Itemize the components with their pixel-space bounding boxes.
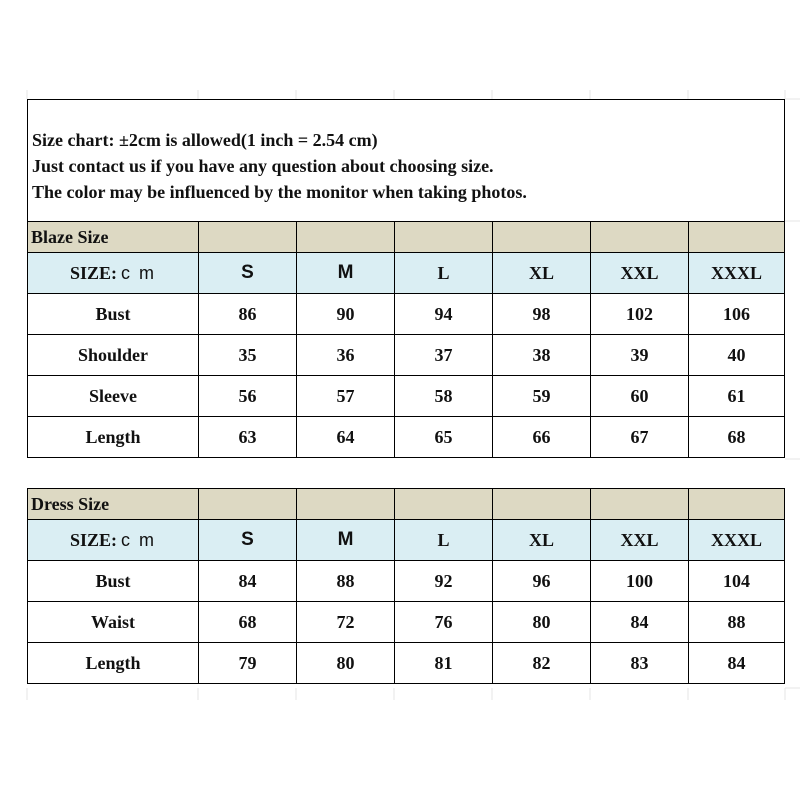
table-cell: 57 xyxy=(296,376,394,416)
table-cell: 38 xyxy=(492,335,590,375)
table-cell: 37 xyxy=(394,335,492,375)
table-row xyxy=(27,375,785,416)
dress-size-s: S xyxy=(198,520,296,560)
table-cell: 88 xyxy=(296,561,394,601)
dress-size-xxxl: XXXL xyxy=(688,520,785,560)
table-cell: 106 xyxy=(688,294,785,334)
blaze-size-s: S xyxy=(198,253,296,293)
table-row xyxy=(27,416,785,457)
blaze-section-title: Blaze Size xyxy=(27,222,198,252)
table-cell: 40 xyxy=(688,335,785,375)
row-label: Length xyxy=(27,643,198,683)
blaze-size-xxxl: XXXL xyxy=(688,253,785,293)
blaze-size-label: SIZE: c m xyxy=(27,253,198,293)
dress-size-header-row xyxy=(27,519,785,560)
row-label: Bust xyxy=(27,561,198,601)
row-label: Shoulder xyxy=(27,335,198,375)
table-cell: 65 xyxy=(394,417,492,457)
table-cell: 64 xyxy=(296,417,394,457)
section-spacer xyxy=(27,457,785,488)
blaze-section-header xyxy=(27,221,785,252)
table-cell: 67 xyxy=(590,417,688,457)
blaze-size-m: M xyxy=(296,253,394,293)
row-label: Sleeve xyxy=(27,376,198,416)
dress-size-xxl: XXL xyxy=(590,520,688,560)
table-cell: 84 xyxy=(590,602,688,642)
blaze-size-xxl: XXL xyxy=(590,253,688,293)
size-notice xyxy=(27,99,785,221)
table-cell: 63 xyxy=(198,417,296,457)
dress-size-xl: XL xyxy=(492,520,590,560)
dress-size-m: M xyxy=(296,520,394,560)
table-cell: 80 xyxy=(492,602,590,642)
table-cell: 72 xyxy=(296,602,394,642)
row-label: Bust xyxy=(27,294,198,334)
table-cell: 59 xyxy=(492,376,590,416)
table-cell: 36 xyxy=(296,335,394,375)
table-cell: 60 xyxy=(590,376,688,416)
dress-size-l: L xyxy=(394,520,492,560)
table-cell: 92 xyxy=(394,561,492,601)
table-cell: 88 xyxy=(688,602,785,642)
table-cell: 94 xyxy=(394,294,492,334)
table-row xyxy=(27,560,785,601)
table-cell: 76 xyxy=(394,602,492,642)
notice-line-tolerance: Size chart: ±2cm is allowed(1 inch = 2.54 cm) xyxy=(32,130,378,150)
table-cell: 68 xyxy=(688,417,785,457)
notice-line-contact: Just contact us if you have any question about choosing size. xyxy=(32,156,494,176)
notice-line-color: The color may be influenced by the monitor when taking photos. xyxy=(32,182,527,202)
row-label: Waist xyxy=(27,602,198,642)
table-cell: 100 xyxy=(590,561,688,601)
table-cell: 80 xyxy=(296,643,394,683)
table-cell: 82 xyxy=(492,643,590,683)
table-cell: 61 xyxy=(688,376,785,416)
table-cell: 86 xyxy=(198,294,296,334)
size-chart-sheet xyxy=(27,99,785,684)
table-cell: 79 xyxy=(198,643,296,683)
table-cell: 81 xyxy=(394,643,492,683)
dress-section-title: Dress Size xyxy=(27,489,198,519)
table-cell: 96 xyxy=(492,561,590,601)
table-row xyxy=(27,293,785,334)
table-cell: 66 xyxy=(492,417,590,457)
table-cell: 104 xyxy=(688,561,785,601)
table-cell: 35 xyxy=(198,335,296,375)
table-cell: 98 xyxy=(492,294,590,334)
blaze-size-header-row xyxy=(27,252,785,293)
blaze-size-l: L xyxy=(394,253,492,293)
table-cell: 84 xyxy=(198,561,296,601)
table-cell: 84 xyxy=(688,643,785,683)
table-cell: 83 xyxy=(590,643,688,683)
table-cell: 102 xyxy=(590,294,688,334)
table-cell: 56 xyxy=(198,376,296,416)
table-cell: 90 xyxy=(296,294,394,334)
dress-section-header xyxy=(27,488,785,519)
row-label: Length xyxy=(27,417,198,457)
table-row xyxy=(27,334,785,375)
table-row xyxy=(27,642,785,684)
table-row xyxy=(27,601,785,642)
blaze-size-xl: XL xyxy=(492,253,590,293)
table-cell: 39 xyxy=(590,335,688,375)
table-cell: 58 xyxy=(394,376,492,416)
dress-size-label: SIZE: c m xyxy=(27,520,198,560)
table-cell: 68 xyxy=(198,602,296,642)
